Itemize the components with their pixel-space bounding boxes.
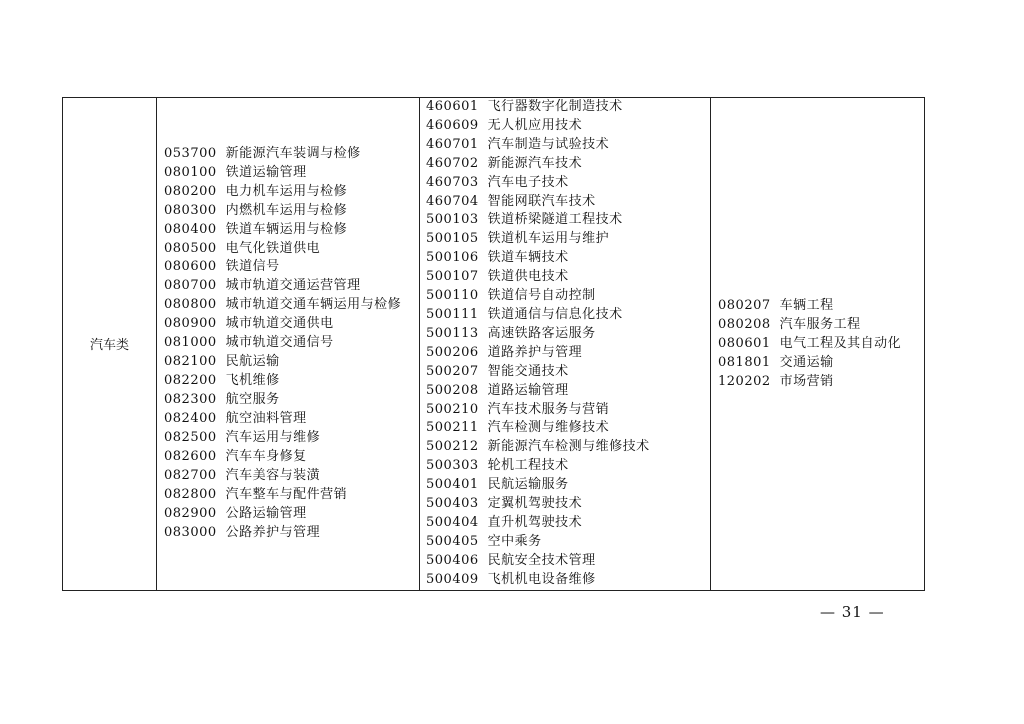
list-item	[426, 495, 710, 514]
major-code: 082400	[164, 411, 217, 427]
major-name: 智能交通技术	[487, 363, 569, 379]
list-item	[164, 164, 419, 183]
major-name: 新能源汽车技术	[487, 155, 583, 171]
category-cell	[63, 98, 157, 591]
major-name: 飞行器数字化制造技术	[487, 99, 623, 114]
major-name: 内燃机车运用与检修	[225, 202, 348, 218]
list-item	[164, 315, 419, 334]
major-code: 500303	[426, 458, 479, 474]
category-label: 汽车类	[89, 338, 129, 354]
list-item	[164, 145, 419, 164]
list-item	[426, 419, 710, 438]
major-code: 080500	[164, 240, 217, 256]
major-name: 城市轨道交通供电	[225, 316, 334, 332]
major-name: 汽车运用与维修	[225, 430, 321, 446]
list-item	[426, 438, 710, 457]
secondary-majors-cell	[157, 98, 420, 591]
list-item	[164, 410, 419, 429]
list-item	[426, 98, 710, 117]
list-item	[426, 382, 710, 401]
list-item	[426, 325, 710, 344]
secondary-majors-list	[157, 145, 419, 543]
major-code: 080300	[164, 202, 217, 218]
major-name: 城市轨道交通信号	[225, 335, 334, 351]
list-item	[164, 183, 419, 202]
major-code: 120202	[718, 374, 771, 390]
major-code: 500207	[426, 363, 479, 379]
major-name: 无人机应用技术	[487, 117, 583, 133]
major-code: 082500	[164, 430, 217, 446]
list-item	[426, 268, 710, 287]
major-code: 500103	[426, 212, 479, 228]
major-code: 500107	[426, 269, 479, 285]
list-item	[164, 202, 419, 221]
major-name: 道路运输管理	[487, 382, 569, 398]
list-item	[426, 249, 710, 268]
undergraduate-majors-list	[711, 296, 924, 391]
major-code: 460701	[426, 136, 479, 152]
major-code: 500105	[426, 231, 479, 247]
major-name: 汽车服务工程	[779, 317, 861, 333]
major-code: 080800	[164, 297, 217, 313]
list-item	[426, 533, 710, 552]
major-code: 460704	[426, 193, 479, 209]
list-item	[718, 334, 924, 353]
list-item	[426, 230, 710, 249]
major-name: 汽车检测与维修技术	[487, 420, 610, 436]
list-item	[164, 429, 419, 448]
major-name: 新能源汽车检测与维修技术	[487, 439, 650, 455]
list-item	[426, 306, 710, 325]
major-code: 080100	[164, 164, 217, 180]
major-code: 500210	[426, 401, 479, 417]
major-name: 铁道通信与信息化技术	[487, 306, 623, 322]
list-item	[164, 221, 419, 240]
major-name: 城市轨道交通车辆运用与检修	[225, 297, 402, 313]
major-name: 铁道信号	[225, 259, 280, 275]
undergraduate-majors-cell	[711, 98, 925, 591]
list-item	[718, 353, 924, 372]
major-name: 航空油料管理	[225, 411, 307, 427]
list-item	[164, 524, 419, 543]
list-item	[426, 401, 710, 420]
list-item	[164, 448, 419, 467]
list-item	[164, 296, 419, 315]
list-item	[718, 296, 924, 315]
list-item	[164, 334, 419, 353]
list-item	[426, 552, 710, 571]
major-code: 500401	[426, 477, 479, 493]
major-name: 铁道供电技术	[487, 269, 569, 285]
major-name: 高速铁路客运服务	[487, 325, 596, 341]
major-name: 电气工程及其自动化	[779, 336, 902, 352]
major-code: 500208	[426, 382, 479, 398]
major-name: 公路运输管理	[225, 505, 307, 521]
list-item	[426, 174, 710, 193]
list-item	[426, 514, 710, 533]
major-code: 080207	[718, 298, 771, 314]
major-name: 飞机维修	[225, 373, 280, 389]
major-name: 轮机工程技术	[487, 458, 569, 474]
list-item	[426, 136, 710, 155]
table-row	[63, 98, 925, 591]
major-code: 460703	[426, 174, 479, 190]
major-code: 500113	[426, 325, 479, 341]
major-name: 空中乘务	[487, 533, 542, 549]
list-item	[426, 193, 710, 212]
major-code: 500206	[426, 344, 479, 360]
major-name: 铁道机车运用与维护	[487, 231, 610, 247]
list-item	[426, 117, 710, 136]
major-code: 500403	[426, 496, 479, 512]
major-code: 080900	[164, 316, 217, 332]
list-item	[164, 505, 419, 524]
majors-table	[62, 97, 925, 591]
list-item	[164, 353, 419, 372]
major-code: 460601	[426, 99, 479, 114]
major-code: 080200	[164, 183, 217, 199]
major-code: 080600	[164, 259, 217, 275]
major-name: 汽车制造与试验技术	[487, 136, 610, 152]
major-name: 城市轨道交通运营管理	[225, 278, 361, 294]
list-item	[426, 571, 710, 590]
major-name: 电气化铁道供电	[225, 240, 321, 256]
major-code: 082700	[164, 467, 217, 483]
list-item	[164, 372, 419, 391]
major-name: 铁道桥梁隧道工程技术	[487, 212, 623, 228]
major-code: 500110	[426, 288, 479, 304]
major-name: 民航运输	[225, 354, 280, 370]
major-code: 500106	[426, 250, 479, 266]
major-code: 460702	[426, 155, 479, 171]
major-name: 汽车车身修复	[225, 449, 307, 465]
major-code: 053700	[164, 145, 217, 161]
list-item	[426, 287, 710, 306]
major-name: 铁道车辆运用与检修	[225, 221, 348, 237]
major-code: 080700	[164, 278, 217, 294]
major-name: 汽车美容与装潢	[225, 467, 321, 483]
major-code: 500406	[426, 552, 479, 568]
major-code: 080208	[718, 317, 771, 333]
major-code: 500405	[426, 533, 479, 549]
major-code: 082600	[164, 449, 217, 465]
major-name: 民航运输服务	[487, 477, 569, 493]
list-item	[426, 155, 710, 174]
major-code: 500404	[426, 514, 479, 530]
list-item	[426, 457, 710, 476]
major-name: 铁道信号自动控制	[487, 288, 596, 304]
major-name: 道路养护与管理	[487, 344, 583, 360]
major-name: 交通运输	[779, 355, 834, 371]
major-code: 082800	[164, 486, 217, 502]
list-item	[718, 315, 924, 334]
list-item	[426, 476, 710, 495]
major-code: 081801	[718, 355, 771, 371]
major-name: 车辆工程	[779, 298, 834, 314]
major-code: 080601	[718, 336, 771, 352]
major-name: 智能网联汽车技术	[487, 193, 596, 209]
major-code: 080400	[164, 221, 217, 237]
list-item	[426, 211, 710, 230]
list-item	[164, 240, 419, 259]
major-name: 汽车技术服务与营销	[487, 401, 610, 417]
major-name: 航空服务	[225, 392, 280, 408]
major-code: 083000	[164, 524, 217, 540]
major-name: 新能源汽车装调与检修	[225, 145, 361, 161]
major-code: 500111	[426, 306, 479, 322]
list-item	[426, 344, 710, 363]
major-name: 定翼机驾驶技术	[487, 496, 583, 512]
major-code: 500212	[426, 439, 479, 455]
major-name: 铁道运输管理	[225, 164, 307, 180]
major-code: 082200	[164, 373, 217, 389]
list-item	[164, 467, 419, 486]
higher-vocational-majors-cell	[420, 98, 711, 591]
major-code: 082900	[164, 505, 217, 521]
major-code: 460609	[426, 117, 479, 133]
major-name: 市场营销	[779, 374, 834, 390]
major-name: 汽车电子技术	[487, 174, 569, 190]
major-name: 电力机车运用与检修	[225, 183, 348, 199]
major-code: 082300	[164, 392, 217, 408]
list-item	[718, 372, 924, 391]
list-item	[164, 486, 419, 505]
major-code: 082100	[164, 354, 217, 370]
list-item	[164, 391, 419, 410]
major-code: 500211	[426, 420, 479, 436]
major-name: 铁道车辆技术	[487, 250, 569, 266]
list-item	[426, 363, 710, 382]
page-number: — 31 —	[820, 603, 885, 621]
major-code: 081000	[164, 335, 217, 351]
major-name: 直升机驾驶技术	[487, 514, 583, 530]
list-item	[164, 277, 419, 296]
major-name: 公路养护与管理	[225, 524, 321, 540]
major-name: 汽车整车与配件营销	[225, 486, 348, 502]
higher-vocational-majors-list	[420, 98, 710, 590]
major-name: 飞机机电设备维修	[487, 571, 596, 587]
major-name: 民航安全技术管理	[487, 552, 596, 568]
major-code: 500409	[426, 571, 479, 587]
list-item	[164, 258, 419, 277]
